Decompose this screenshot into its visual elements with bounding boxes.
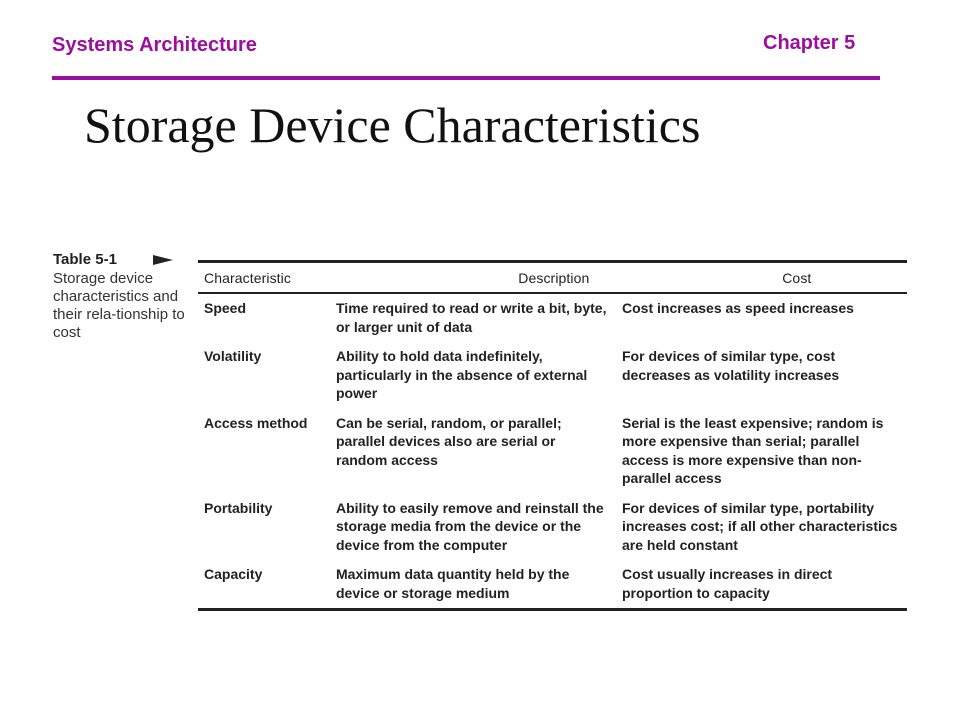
cell-characteristic: Volatility: [204, 348, 262, 364]
chapter-label: Chapter 5: [763, 32, 856, 54]
column-header-description: Description: [518, 270, 590, 286]
table-row: [198, 560, 907, 608]
column-header-characteristic: Characteristic: [204, 270, 291, 286]
table-bottom-rule: [198, 608, 907, 611]
column-header-cost: Cost: [782, 270, 812, 286]
table-header-row: [198, 263, 907, 292]
cell-cost: Cost usually increases in direct proportion to capacity: [622, 566, 833, 601]
table-row: [198, 342, 907, 409]
cell-description: Ability to hold data indefinitely, particularly in the absence of external power: [336, 348, 588, 401]
slide-title: Storage Device Characteristics: [84, 97, 701, 153]
cell-cost: For devices of similar type, cost decreases as volatility increases: [622, 348, 840, 383]
table-label-text: Table 5-1: [53, 251, 117, 268]
cell-description: Maximum data quantity held by the device or storage medium: [336, 566, 570, 601]
header-divider: [52, 76, 880, 80]
table-row: [198, 294, 907, 342]
cell-cost: For devices of similar type, portability increases cost; if all other characteristics are held constant: [622, 499, 898, 553]
table-label: [53, 251, 193, 268]
cell-cost: Serial is the least expensive; random is more expensive than serial; parallel access is more expensive than non-parallel access: [622, 414, 884, 486]
cell-cost: Cost increases as speed increases: [622, 300, 854, 316]
arrow-right-icon: [153, 255, 173, 265]
cell-description: Time required to read or write a bit, byte, or larger unit of data: [336, 300, 607, 335]
cell-characteristic: Portability: [204, 499, 273, 516]
cell-description: Can be serial, random, or parallel; parallel devices also are serial or random access: [336, 414, 562, 468]
table-row: [198, 494, 907, 561]
characteristics-table: [198, 260, 907, 611]
cell-characteristic: Access method: [204, 414, 308, 431]
table-caption-text: Storage device characteristics and their rela-tionship to cost: [53, 270, 185, 341]
cell-characteristic: Speed: [204, 300, 247, 316]
cell-description: Ability to easily remove and reinstall the storage media from the device or the device from the computer: [336, 499, 604, 553]
cell-characteristic: Capacity: [204, 566, 263, 582]
course-title: Systems Architecture: [52, 34, 257, 56]
table-caption: [53, 251, 193, 342]
table-row: [198, 409, 907, 494]
